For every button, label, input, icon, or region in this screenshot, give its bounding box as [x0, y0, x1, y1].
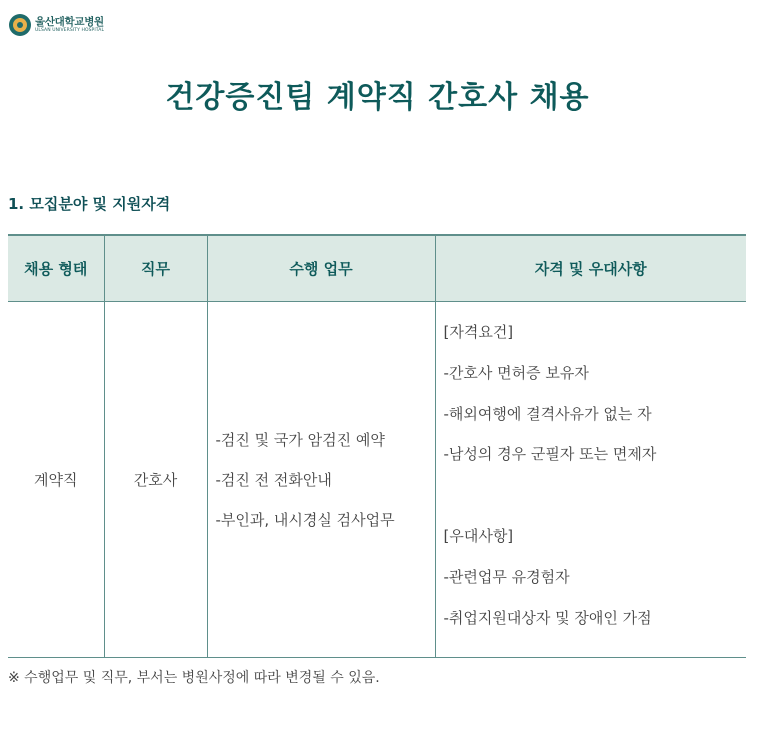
requirement-item: -해외여행에 결격사유가 없는 자	[443, 404, 652, 423]
logo-name-ko: 울산대학교병원	[35, 15, 104, 28]
duty-item: -부인과, 내시경실 검사업무	[215, 510, 395, 529]
cell-duties	[207, 302, 435, 658]
hospital-emblem-icon	[9, 14, 31, 36]
cell-job: 간호사	[104, 302, 207, 658]
requirement-item: -남성의 경우 군필자 또는 면제자	[443, 445, 657, 464]
requirements-heading: [자격요건]	[443, 323, 514, 341]
header-employment-type: 채용 형태	[8, 235, 104, 302]
hospital-logo	[9, 14, 104, 36]
header-duties: 수행 업무	[207, 235, 435, 302]
recruitment-table	[8, 234, 746, 658]
preference-item: -취업지원대상자 및 장애인 가점	[443, 608, 652, 627]
header-qualifications: 자격 및 우대사항	[435, 235, 746, 302]
header-job: 직무	[104, 235, 207, 302]
table-header-row	[8, 235, 746, 302]
table-row	[8, 302, 746, 658]
logo-name-en: ULSAN UNIVERSITY HOSPITAL	[35, 28, 105, 33]
preference-item: -관련업무 유경험자	[443, 567, 570, 586]
duty-item: -검진 전 전화안내	[215, 470, 332, 489]
preferences-heading: [우대사항]	[443, 526, 514, 545]
requirement-item: -간호사 면허증 보유자	[443, 363, 589, 382]
cell-qualifications	[435, 302, 746, 658]
section-heading: 1. 모집분야 및 지원자격	[8, 195, 171, 213]
duty-item: -검진 및 국가 암검진 예약	[215, 430, 385, 449]
footnote: ※ 수행업무 및 직무, 부서는 병원사정에 따라 변경될 수 있음.	[8, 670, 380, 686]
page-title: 건강증진팀 계약직 간호사 채용	[165, 80, 590, 115]
cell-employment-type: 계약직	[8, 302, 104, 658]
